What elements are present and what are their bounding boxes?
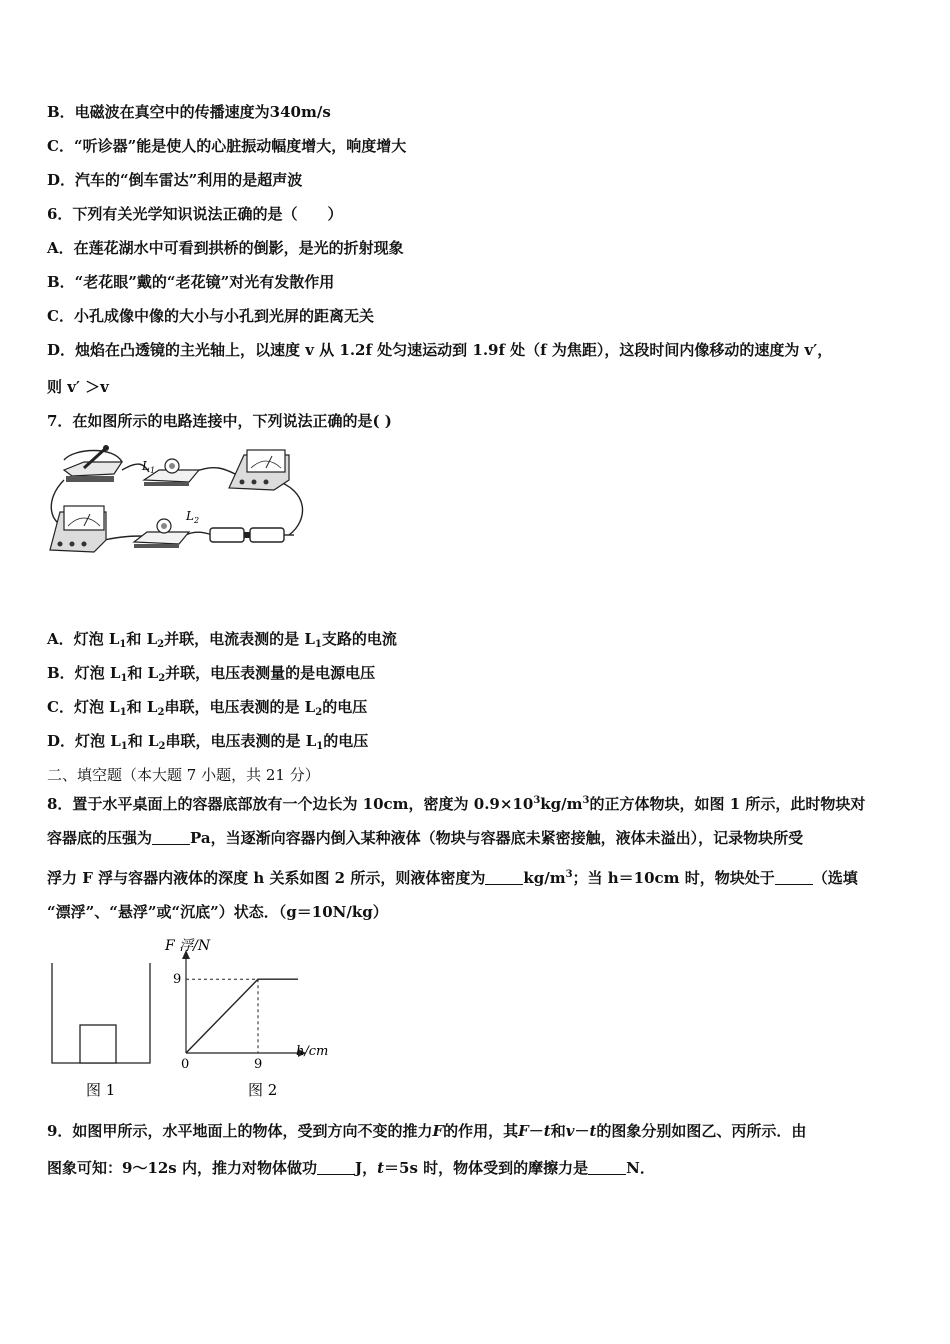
q6-stem: 6．下列有关光学知识说法正确的是（ ）: [47, 205, 343, 223]
battery-pack: [210, 528, 284, 542]
y-tick-label: 9: [173, 972, 182, 988]
q8-line4: “漂浮”、“悬浮”或“沉底”）状态．（g＝10N/kg）: [47, 903, 388, 921]
x-tick-label: 0: [181, 1057, 190, 1072]
q6-option-d-line2: 则 v′ ＞v: [47, 378, 109, 396]
meter-top: [229, 450, 289, 490]
q8-line2: 容器底的压强为 Pa，当逐渐向容器内倒入某种液体（物块与容器底未紧密接触，液体未溢出），记录物块所受: [47, 829, 804, 847]
q8-line1: 8．置于水平桌面上的容器底部放有一个边长为 10cm，密度为 $0.9\times 10^3kg/m^3$的正方体物块，如图 1 所示，此时物块对: [47, 795, 866, 813]
fig2-caption: 图 2: [248, 1081, 278, 1099]
q5-option-d: D．汽车的“倒车雷达”利用的是超声波: [47, 171, 303, 189]
x-axis-label: h/cm: [296, 1044, 329, 1059]
q6-option-d-line1: D．烛焰在凸透镜的主光轴上，以速度 v 从 1.2f 处匀速运动到 1.9f 处（f 为焦距），这段时间内像移动的速度为 v′，: [47, 341, 833, 359]
section-title: 二、填空题（本大题 7 小题，共 21 分）: [47, 766, 320, 784]
lamp-l2-label: $L_2$: [186, 509, 200, 525]
q5-option-b: B．电磁波在真空中的传播速度为340m/s: [47, 103, 331, 121]
circuit-figure: [44, 440, 314, 575]
q9-line2: 图象可知：9～12s 内，推力对物体做功 J，t＝5s 时，物体受到的摩擦力是 N．: [47, 1159, 655, 1177]
q9-line1: 9．如图甲所示，水平地面上的物体，受到方向不变的推力F的作用，其F－t和v－t的图象分别如图乙、丙所示．由: [47, 1122, 807, 1140]
q7-option-a: A．灯泡 $L_1$和 $L_2$并联，电流表测的是 $L_1$支路的电流: [47, 630, 397, 650]
q7-stem: 7．在如图所示的电路连接中，下列说法正确的是( ): [47, 412, 392, 430]
q7-option-c: C．灯泡 $L_1$和 $L_2$串联，电压表测的是 $L_2$的电压: [47, 698, 368, 718]
lamp-l2: [134, 509, 199, 548]
q6-option-b: B．“老花眼”戴的“老花镜”对光有发散作用: [47, 273, 335, 291]
q8-blank-1[interactable]: [152, 830, 190, 845]
x-tick-label: 9: [254, 1057, 263, 1072]
lamp-l1: [141, 459, 199, 486]
q7-option-b: B．灯泡 $L_1$和 $L_2$并联，电压表测量的是电源电压: [47, 664, 376, 684]
lamp-l1-label: $L_1$: [142, 459, 156, 475]
q9-blank-1[interactable]: [317, 1160, 355, 1175]
buoyancy-chart: [160, 935, 340, 1105]
cube-block: [80, 1025, 116, 1063]
q8-blank-2[interactable]: [485, 870, 523, 885]
q5-option-c: C．“听诊器”能是使人的心脏振动幅度增大，响度增大: [47, 137, 407, 155]
container-figure: [44, 955, 164, 1105]
q6-option-a: A．在莲花湖水中可看到拱桥的倒影，是光的折射现象: [47, 239, 404, 257]
q9-blank-2[interactable]: [588, 1160, 626, 1175]
y-axis-label: F 浮/N: [165, 938, 211, 954]
q6-option-c: C．小孔成像中像的大小与小孔到光屏的距离无关: [47, 307, 374, 325]
q8-line3: 浮力 F 浮与容器内液体的深度 h 关系如图 2 所示，则液体密度为 $kg/m^3$；当 h＝10cm 时，物块处于 （选填: [47, 869, 858, 887]
buoyancy-series-line: [186, 979, 298, 1053]
q8-blank-3[interactable]: [775, 870, 813, 885]
q7-option-d: D．灯泡 $L_1$和 $L_2$串联，电压表测的是 $L_1$的电压: [47, 732, 369, 752]
fig1-caption: 图 1: [86, 1081, 116, 1099]
meter-bottom: [50, 506, 106, 552]
